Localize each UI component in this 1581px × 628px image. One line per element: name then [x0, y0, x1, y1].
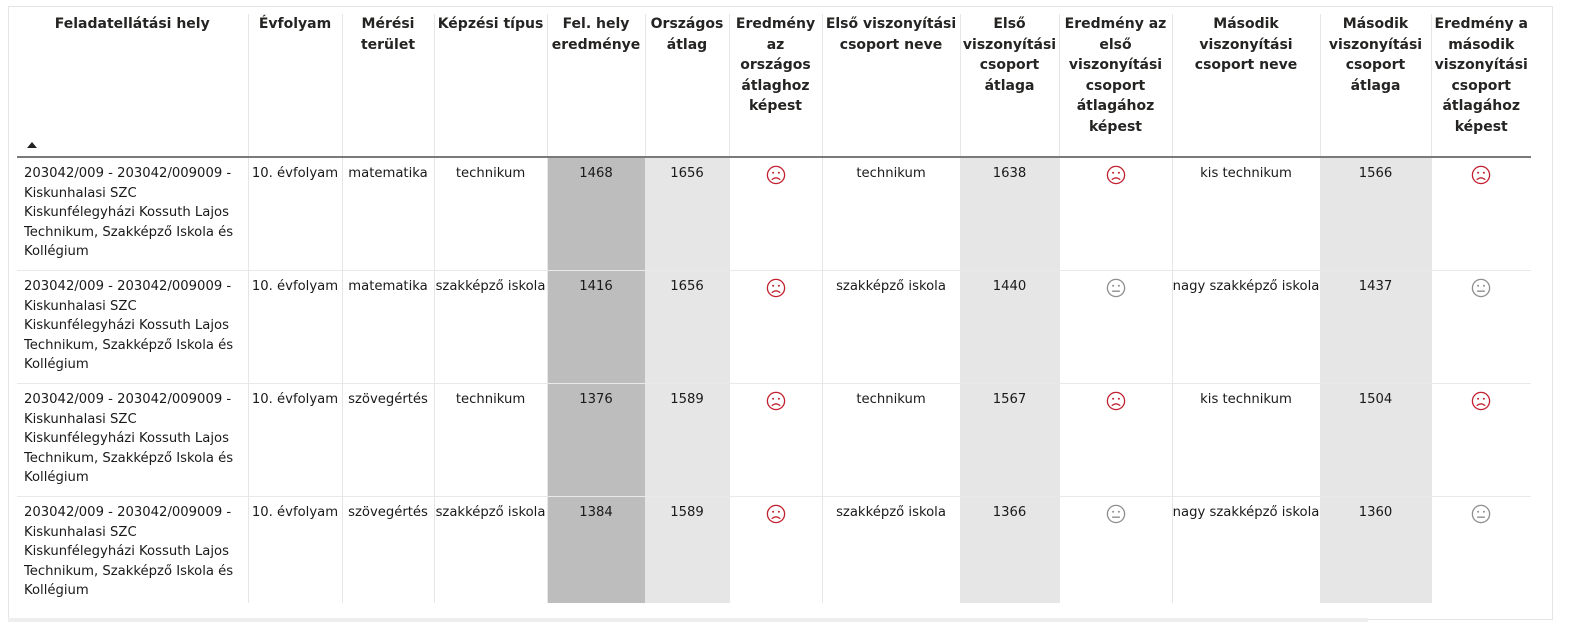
cell-national-cmp	[729, 384, 822, 497]
cell-site: 203042/009 - 203042/009009 - Kiskunhalasi SZC Kiskunfélegyházi Kossuth Lajos Technikum, Szakképző Iskola és Kollégium	[17, 157, 248, 271]
col-header-national-avg[interactable]	[645, 14, 729, 157]
cell-group1-cmp	[1059, 384, 1172, 497]
cell-national-cmp	[729, 157, 822, 271]
cell-site: 203042/009 - 203042/009009 - Kiskunhalasi SZC Kiskunfélegyházi Kossuth Lajos Technikum, Szakképző Iskola és Kollégium	[17, 497, 248, 604]
results-table	[17, 14, 1531, 603]
sad-face-icon	[1106, 400, 1126, 415]
neutral-face-icon	[1106, 513, 1126, 528]
cell-group2-avg: 1504	[1320, 384, 1431, 497]
cell-group2-cmp	[1431, 271, 1531, 384]
cell-group1-avg: 1366	[960, 497, 1059, 604]
col-header-group1-cmp[interactable]	[1059, 14, 1172, 157]
col-header-area[interactable]	[342, 14, 434, 157]
sort-ascending-icon	[27, 142, 37, 148]
cell-area: szövegértés	[342, 384, 434, 497]
cell-grade: 10. évfolyam	[248, 497, 342, 604]
cell-group2-avg: 1437	[1320, 271, 1431, 384]
col-header-label: Eredmény az országos átlaghoz képest	[735, 16, 816, 114]
cell-national-cmp	[729, 271, 822, 384]
cell-group2-cmp	[1431, 384, 1531, 497]
cell-group1-name: technikum	[822, 384, 960, 497]
cell-site: 203042/009 - 203042/009009 - Kiskunhalasi SZC Kiskunfélegyházi Kossuth Lajos Technikum, Szakképző Iskola és Kollégium	[17, 384, 248, 497]
col-header-label: Fel. hely eredménye	[551, 16, 641, 53]
cell-group2-cmp	[1431, 497, 1531, 604]
neutral-face-icon	[1106, 287, 1126, 302]
cell-national-cmp	[729, 497, 822, 604]
sad-face-icon	[1471, 174, 1491, 189]
cell-group2-name: nagy szakképző iskola	[1172, 497, 1320, 604]
cell-result: 1376	[547, 384, 645, 497]
cell-type: technikum	[434, 384, 547, 497]
table-row[interactable]	[17, 157, 1531, 271]
cell-result: 1468	[547, 157, 645, 271]
col-header-label: Eredmény az első viszonyítási csoport átlagához képest	[1064, 16, 1167, 135]
sad-face-icon	[766, 287, 786, 302]
cell-area: matematika	[342, 271, 434, 384]
col-header-label: Első viszonyítási csoport neve	[825, 16, 957, 53]
cell-group2-avg: 1360	[1320, 497, 1431, 604]
col-header-label: Országos átlag	[650, 16, 724, 53]
col-header-label: Második viszonyítási csoport neve	[1194, 16, 1298, 73]
col-header-group1-name[interactable]	[822, 14, 960, 157]
col-header-grade[interactable]	[248, 14, 342, 157]
cell-grade: 10. évfolyam	[248, 271, 342, 384]
cell-group1-cmp	[1059, 271, 1172, 384]
sad-face-icon	[766, 174, 786, 189]
header-row	[17, 14, 1531, 157]
neutral-face-icon	[1471, 287, 1491, 302]
neutral-face-icon	[1471, 513, 1491, 528]
cell-group1-avg: 1638	[960, 157, 1059, 271]
cell-grade: 10. évfolyam	[248, 384, 342, 497]
col-header-result[interactable]	[547, 14, 645, 157]
cell-group1-avg: 1440	[960, 271, 1059, 384]
col-header-label: Második viszonyítási csoport átlaga	[1328, 16, 1423, 94]
cell-result: 1416	[547, 271, 645, 384]
cell-result: 1384	[547, 497, 645, 604]
sad-face-icon	[1471, 400, 1491, 415]
col-header-label: Első viszonyítási csoport átlaga	[962, 16, 1057, 94]
cell-national-avg: 1656	[645, 271, 729, 384]
cell-grade: 10. évfolyam	[248, 157, 342, 271]
col-header-label: Évfolyam	[258, 16, 332, 32]
cell-group1-name: szakképző iskola	[822, 497, 960, 604]
table-row[interactable]	[17, 497, 1531, 604]
horizontal-scrollbar[interactable]	[8, 618, 1368, 622]
cell-national-avg: 1589	[645, 497, 729, 604]
cell-group1-name: szakképző iskola	[822, 271, 960, 384]
col-header-site[interactable]	[17, 14, 248, 157]
cell-group2-name: kis technikum	[1172, 384, 1320, 497]
cell-national-avg: 1589	[645, 384, 729, 497]
col-header-label: Eredmény a második viszonyítási csoport átlagához képest	[1434, 16, 1528, 135]
cell-group2-name: nagy szakképző iskola	[1172, 271, 1320, 384]
col-header-label: Mérési terület	[360, 16, 416, 53]
cell-group2-cmp	[1431, 157, 1531, 271]
col-header-label: Képzési típus	[437, 16, 544, 32]
table-row[interactable]	[17, 384, 1531, 497]
col-header-label: Feladatellátási hely	[54, 16, 210, 32]
col-header-group2-name[interactable]	[1172, 14, 1320, 157]
sad-face-icon	[766, 513, 786, 528]
cell-area: szövegértés	[342, 497, 434, 604]
sad-face-icon	[766, 400, 786, 415]
col-header-type[interactable]	[434, 14, 547, 157]
cell-area: matematika	[342, 157, 434, 271]
cell-type: szakképző iskola	[434, 497, 547, 604]
cell-site: 203042/009 - 203042/009009 - Kiskunhalasi SZC Kiskunfélegyházi Kossuth Lajos Technikum, Szakképző Iskola és Kollégium	[17, 271, 248, 384]
col-header-group2-avg[interactable]	[1320, 14, 1431, 157]
cell-type: technikum	[434, 157, 547, 271]
cell-group1-cmp	[1059, 497, 1172, 604]
cell-group1-avg: 1567	[960, 384, 1059, 497]
cell-group1-cmp	[1059, 157, 1172, 271]
sad-face-icon	[1106, 174, 1126, 189]
cell-type: szakképző iskola	[434, 271, 547, 384]
cell-group2-avg: 1566	[1320, 157, 1431, 271]
col-header-national-cmp[interactable]	[729, 14, 822, 157]
col-header-group2-cmp[interactable]	[1431, 14, 1531, 157]
table-row[interactable]	[17, 271, 1531, 384]
cell-national-avg: 1656	[645, 157, 729, 271]
cell-group1-name: technikum	[822, 157, 960, 271]
cell-group2-name: kis technikum	[1172, 157, 1320, 271]
col-header-group1-avg[interactable]	[960, 14, 1059, 157]
